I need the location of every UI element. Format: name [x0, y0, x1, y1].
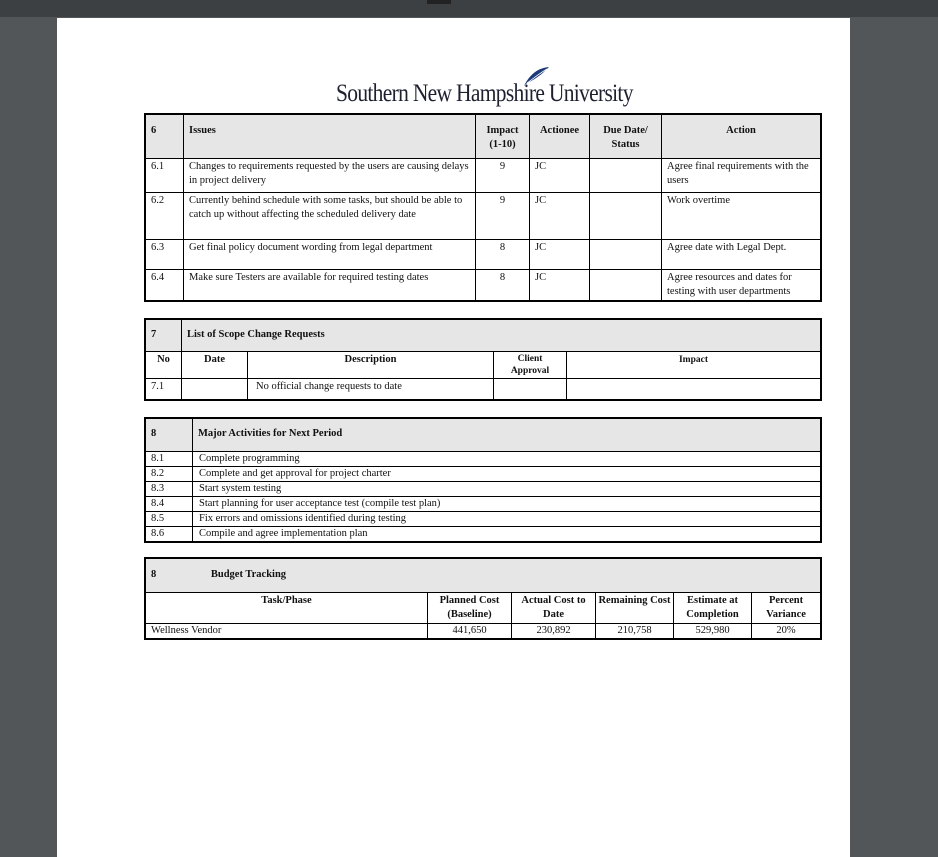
scope-section-number: 7	[146, 320, 182, 352]
issues-table	[145, 114, 821, 301]
budget-planned: 441,650	[428, 624, 512, 639]
issues-section-number: 6	[146, 115, 184, 159]
list-item	[146, 527, 821, 542]
table-row	[146, 193, 821, 240]
scope-description-header: Description	[248, 352, 494, 379]
activities-section-number: 8	[146, 419, 193, 452]
budget-title: Budget Tracking	[210, 569, 287, 580]
scope-title: List of Scope Change Requests	[182, 320, 821, 352]
budget-actual: 230,892	[512, 624, 596, 639]
issue-actionee: JC	[530, 193, 590, 240]
action-header: Action	[662, 115, 821, 159]
scope-section-row	[146, 320, 821, 352]
planned-cost-header: Planned Cost (Baseline)	[428, 593, 512, 624]
scope-row-description: No official change requests to date	[248, 379, 494, 400]
activity-text: Compile and agree implementation plan	[193, 527, 821, 542]
leaf-logo-icon	[522, 66, 550, 88]
impact-header: Impact (1-10)	[476, 115, 530, 159]
table-row	[146, 379, 821, 400]
budget-section-row	[146, 559, 821, 593]
university-logo	[336, 74, 656, 114]
table-row	[146, 159, 821, 193]
issues-title: Issues	[184, 115, 476, 159]
activity-text: Start system testing	[193, 482, 821, 497]
scope-change-table	[145, 319, 821, 400]
toolbar-tab-handle[interactable]	[427, 0, 451, 4]
activity-text: Start planning for user acceptance test (compile test plan)	[193, 497, 821, 512]
issue-number: 6.4	[146, 270, 184, 301]
scope-impact-header: Impact	[567, 352, 821, 379]
scope-date-header: Date	[182, 352, 248, 379]
scope-row-approval	[494, 379, 567, 400]
issue-text: Changes to requirements requested by the users are causing delays in project delivery	[184, 159, 476, 193]
budget-header-row	[146, 593, 821, 624]
scope-approval-header: Client Approval	[494, 352, 567, 379]
table-row	[146, 624, 821, 639]
issues-header-row	[146, 115, 821, 159]
issue-actionee: JC	[530, 159, 590, 193]
estimate-header: Estimate at Completion	[674, 593, 752, 624]
budget-table	[145, 558, 821, 639]
table-row	[146, 240, 821, 270]
activities-table	[145, 418, 821, 542]
issue-action: Work overtime	[662, 193, 821, 240]
list-item	[146, 452, 821, 467]
activities-section-row	[146, 419, 821, 452]
activity-number: 8.6	[146, 527, 193, 542]
activity-number: 8.2	[146, 467, 193, 482]
issue-number: 6.3	[146, 240, 184, 270]
budget-section-number: 8	[151, 569, 157, 580]
issue-action: Agree final requirements with the users	[662, 159, 821, 193]
activity-number: 8.4	[146, 497, 193, 512]
due-date-header: Due Date/ Status	[590, 115, 662, 159]
budget-estimate: 529,980	[674, 624, 752, 639]
issue-number: 6.1	[146, 159, 184, 193]
actionee-header: Actionee	[530, 115, 590, 159]
issue-text: Make sure Testers are available for required testing dates	[184, 270, 476, 301]
document-page	[57, 18, 850, 857]
activity-number: 8.3	[146, 482, 193, 497]
scope-no-header: No	[146, 352, 182, 379]
issue-actionee: JC	[530, 240, 590, 270]
activity-number: 8.1	[146, 452, 193, 467]
issue-due	[590, 193, 662, 240]
activity-text: Complete and get approval for project charter	[193, 467, 821, 482]
university-name: Southern New Hampshire University	[336, 80, 633, 107]
issue-actionee: JC	[530, 270, 590, 301]
remaining-cost-header: Remaining Cost	[596, 593, 674, 624]
actual-cost-header: Actual Cost to Date	[512, 593, 596, 624]
scope-row-number: 7.1	[146, 379, 182, 400]
issue-due	[590, 159, 662, 193]
issue-due	[590, 240, 662, 270]
list-item	[146, 482, 821, 497]
list-item	[146, 512, 821, 527]
budget-variance: 20%	[752, 624, 821, 639]
issue-due	[590, 270, 662, 301]
issue-impact: 8	[476, 240, 530, 270]
activity-text: Complete programming	[193, 452, 821, 467]
issue-text: Currently behind schedule with some tasks, but should be able to catch up without affecting the scheduled delivery date	[184, 193, 476, 240]
issue-impact: 9	[476, 193, 530, 240]
variance-header: Percent Variance	[752, 593, 821, 624]
issue-action: Agree date with Legal Dept.	[662, 240, 821, 270]
issue-impact: 9	[476, 159, 530, 193]
issue-text: Get final policy document wording from legal department	[184, 240, 476, 270]
scope-header-row	[146, 352, 821, 379]
task-phase-header: Task/Phase	[146, 593, 428, 624]
issue-impact: 8	[476, 270, 530, 301]
activity-number: 8.5	[146, 512, 193, 527]
scope-row-impact	[567, 379, 821, 400]
list-item	[146, 497, 821, 512]
budget-task: Wellness Vendor	[146, 624, 428, 639]
activities-title: Major Activities for Next Period	[193, 419, 821, 452]
viewer-toolbar	[0, 0, 938, 17]
budget-section	[146, 559, 821, 593]
issue-action: Agree resources and dates for testing with user departments	[662, 270, 821, 301]
issue-number: 6.2	[146, 193, 184, 240]
table-row	[146, 270, 821, 301]
scope-row-date	[182, 379, 248, 400]
list-item	[146, 467, 821, 482]
activity-text: Fix errors and omissions identified during testing	[193, 512, 821, 527]
budget-remaining: 210,758	[596, 624, 674, 639]
